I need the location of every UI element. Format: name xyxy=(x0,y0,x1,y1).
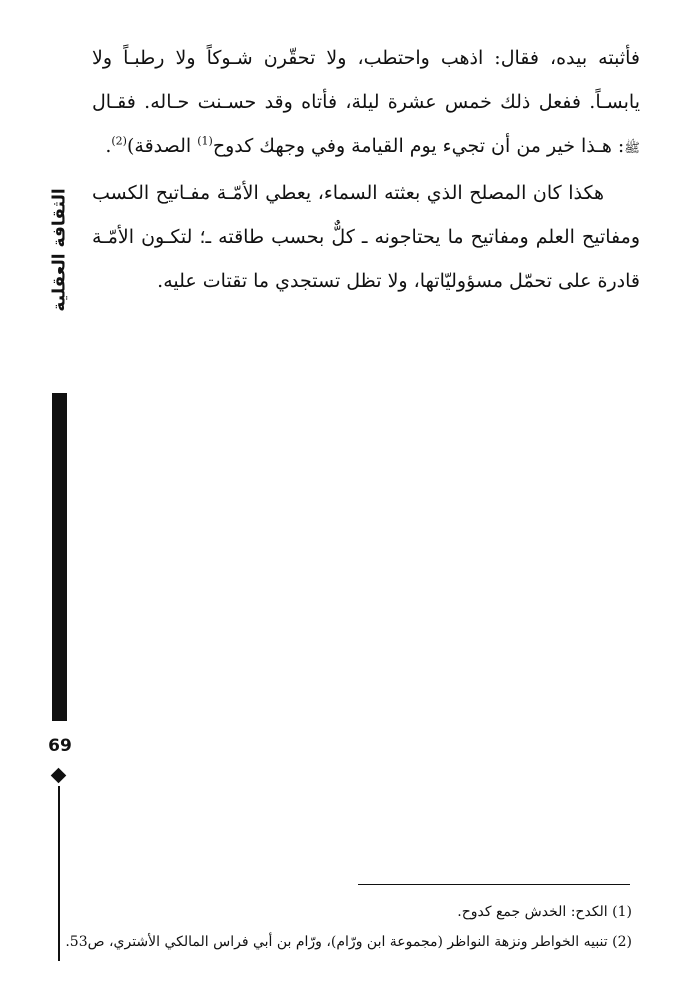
section-title-label: الثقافة العقلية xyxy=(50,188,71,312)
margin-vertical-rule xyxy=(58,786,60,961)
paragraph-1-text-d: . xyxy=(105,135,112,157)
margin-black-bar xyxy=(52,393,67,721)
footnote-ref-2: (2) xyxy=(111,134,127,148)
diamond-ornament-icon xyxy=(51,768,67,784)
footnote-1: (1) الكدح: الخدش جمع كدوح. xyxy=(457,904,632,920)
footnote-separator xyxy=(358,884,630,885)
paragraph-1-text-b: : هـذا خير من أن تجيء يوم القيامة وفي وجهك كدوح xyxy=(212,135,625,157)
paragraph-1-text-c: الصدقة) xyxy=(126,135,198,157)
footnote-2: (2) تنبيه الخواطر ونزهة النواظر (مجموعة ابن ورّام)، ورّام بن أبي فراس المالكي الأشتري، ص53. xyxy=(65,934,632,950)
paragraph-1-text-a: فأثبته بيده، فقال: اذهب واحتطب، ولا تحقّرن شـوكاً ولا رطبـاً ولا يابسـاً. ففعل ذلك خمس عشرة ليلة، فأتاه وقد حسـنت حـاله. فقـال xyxy=(92,47,640,113)
section-title-vertical xyxy=(40,190,80,310)
body-text xyxy=(92,36,640,303)
footnote-ref-1: (1) xyxy=(197,134,213,148)
paragraph-1 xyxy=(92,36,640,171)
page-number: 69 xyxy=(48,736,72,756)
paragraph-2: هكذا كان المصلح الذي بعثته السماء، يعطي الأمّـة مفـاتيح الكسب ومفاتيح العلم ومفاتيح ما يحتاجونه ـ كلٌّ بحسب طاقته ـ؛ لتكـون الأمّـة قادرة على تحمّل مسؤوليّاتها، ولا تظل تستجدي ما تقتات عليه. xyxy=(92,182,640,292)
honorific-symbol: ﷺ xyxy=(624,141,640,156)
footnotes xyxy=(65,897,632,957)
